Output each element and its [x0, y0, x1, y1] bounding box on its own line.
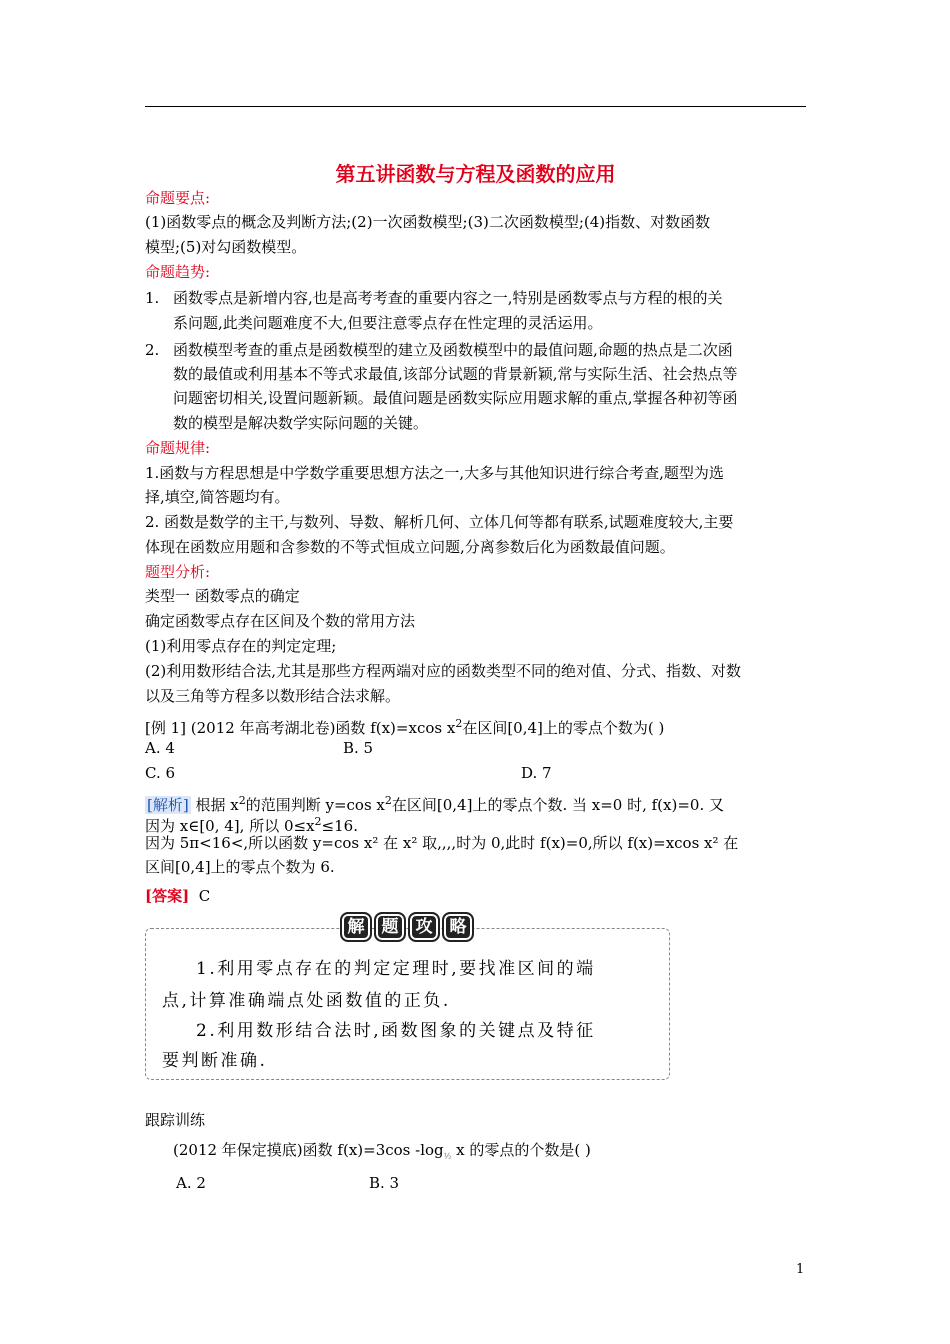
- example1-option-c: C. 6: [145, 764, 176, 782]
- analysis-2-sup: 2: [314, 815, 322, 828]
- analysis-1c: 在区间[0,4]上的零点个数. 当 x=0 时, f(x)=0. 又: [391, 796, 724, 814]
- example1-question: [145, 714, 664, 738]
- rule-line-3: 2. 函数是数学的主干,与数列、导数、解析几何、立体几何等都有联系,试题难度较大,主要: [145, 513, 734, 531]
- method-line-1: 确定函数零点存在区间及个数的常用方法: [145, 612, 416, 630]
- tips-line-4: 要判断准确.: [162, 1051, 268, 1071]
- trend-num-2: 2.: [145, 341, 160, 359]
- trend-2-line-4: 数的模型是解决数学实际问题的关键。: [173, 414, 429, 432]
- analysis-2a: 因为 x∈[0, 4], 所以 0≤x: [145, 817, 315, 835]
- example1-sup: 2: [455, 717, 463, 730]
- trend-2-line-3: 问题密切相关,设置问题新颖。最值问题是函数实际应用题求解的重点,掌握各种初等函: [173, 389, 738, 407]
- tips-badge: [340, 912, 474, 942]
- analysis-2b: ≤16.: [321, 817, 358, 835]
- practice-q-b: x 的零点的个数是( ): [451, 1141, 591, 1159]
- method-line-2: (1)利用零点存在的判定定理;: [145, 637, 337, 655]
- method-line-4: 以及三角等方程多以数形结合法求解。: [145, 687, 401, 705]
- example1-prefix: [例 1] (2012 年高考湖北卷)函数 f(x)=xcos x: [145, 719, 456, 737]
- answer-value: C: [198, 887, 211, 905]
- points-line-2: 模型;(5)对勾函数模型。: [145, 238, 307, 256]
- answer-tag: [答案]: [145, 887, 190, 905]
- example1-option-d: D. 7: [521, 764, 552, 782]
- trend-2-line-1: 函数模型考查的重点是函数模型的建立及函数模型中的最值问题,命题的热点是二次函: [173, 341, 733, 359]
- page-number: 1: [796, 1262, 805, 1277]
- practice-heading: 跟踪训练: [145, 1111, 206, 1129]
- method-line-3: (2)利用数形结合法,尤其是那些方程两端对应的函数类型不同的绝对值、分式、指数、对数: [145, 662, 742, 680]
- practice-option-a: A. 2: [176, 1174, 206, 1192]
- practice-q-sub: ½: [443, 1152, 452, 1161]
- example1-analysis-4: 区间[0,4]上的零点个数为 6.: [145, 858, 335, 876]
- header-rule: [145, 106, 806, 107]
- trend-2-line-2: 数的最值或利用基本不等式求最值,该部分试题的背景新颖,常与实际生活、社会热点等: [173, 365, 738, 383]
- example1-option-a: A. 4: [145, 739, 175, 757]
- example1-suffix: 在区间[0,4]上的零点个数为( ): [462, 719, 665, 737]
- tips-badge-char-3: 攻: [408, 912, 440, 942]
- tips-badge-char-1: 解: [340, 912, 372, 942]
- analysis-1-sup: 2: [238, 794, 246, 807]
- trend-1-line-2: 系问题,此类问题难度不大,但要注意零点存在性定理的灵活运用。: [173, 314, 603, 332]
- type1-heading: 类型一 函数零点的确定: [145, 587, 300, 605]
- analysis-1a: 根据 x: [190, 796, 239, 814]
- analysis-tag: [解析]: [147, 796, 189, 814]
- rule-line-2: 择,填空,简答题均有。: [145, 488, 290, 506]
- tips-line-2: 点,计算准确端点处函数值的正负.: [162, 991, 451, 1011]
- example1-analysis-3: 因为 5π<16<,所以函数 y=cos x² 在 x² 取,,,,时为 0,此时 f(x)=0,所以 f(x)=xcos x² 在: [145, 834, 739, 852]
- page-title: 第五讲函数与方程及函数的应用: [335, 162, 616, 186]
- example1-option-b: B. 5: [343, 739, 374, 757]
- rule-heading: 命题规律:: [145, 439, 211, 457]
- analysis-1b: 的范围判断 y=cos x: [245, 796, 385, 814]
- example1-answer: [145, 886, 210, 906]
- practice-question: [173, 1140, 591, 1167]
- points-heading: 命题要点:: [145, 189, 211, 207]
- tips-badge-char-2: 题: [374, 912, 406, 942]
- trend-num-1: 1.: [145, 289, 160, 307]
- tips-line-3: 2.利用数形结合法时,函数图象的关键点及特征: [196, 1021, 596, 1041]
- analysis-1-sup2: 2: [384, 794, 392, 807]
- trend-heading: 命题趋势:: [145, 263, 211, 281]
- points-line-1: (1)函数零点的概念及判断方法;(2)一次函数模型;(3)二次函数模型;(4)指数、对数函数: [145, 213, 711, 231]
- trend-1-line-1: 函数零点是新增内容,也是高考考查的重要内容之一,特别是函数零点与方程的根的关: [173, 289, 723, 307]
- practice-option-b: B. 3: [369, 1174, 400, 1192]
- rule-line-1: 1.函数与方程思想是中学数学重要思想方法之一,大多与其他知识进行综合考查,题型为选: [145, 464, 724, 482]
- analysis-heading: 题型分析:: [145, 563, 211, 581]
- rule-line-4: 体现在函数应用题和含参数的不等式恒成立问题,分离参数后化为函数最值问题。: [145, 538, 675, 556]
- practice-q-a: (2012 年保定摸底)函数 f(x)=3cos -log: [173, 1141, 444, 1159]
- tips-line-1: 1.利用零点存在的判定定理时,要找准区间的端: [196, 959, 596, 979]
- tips-badge-char-4: 略: [442, 912, 474, 942]
